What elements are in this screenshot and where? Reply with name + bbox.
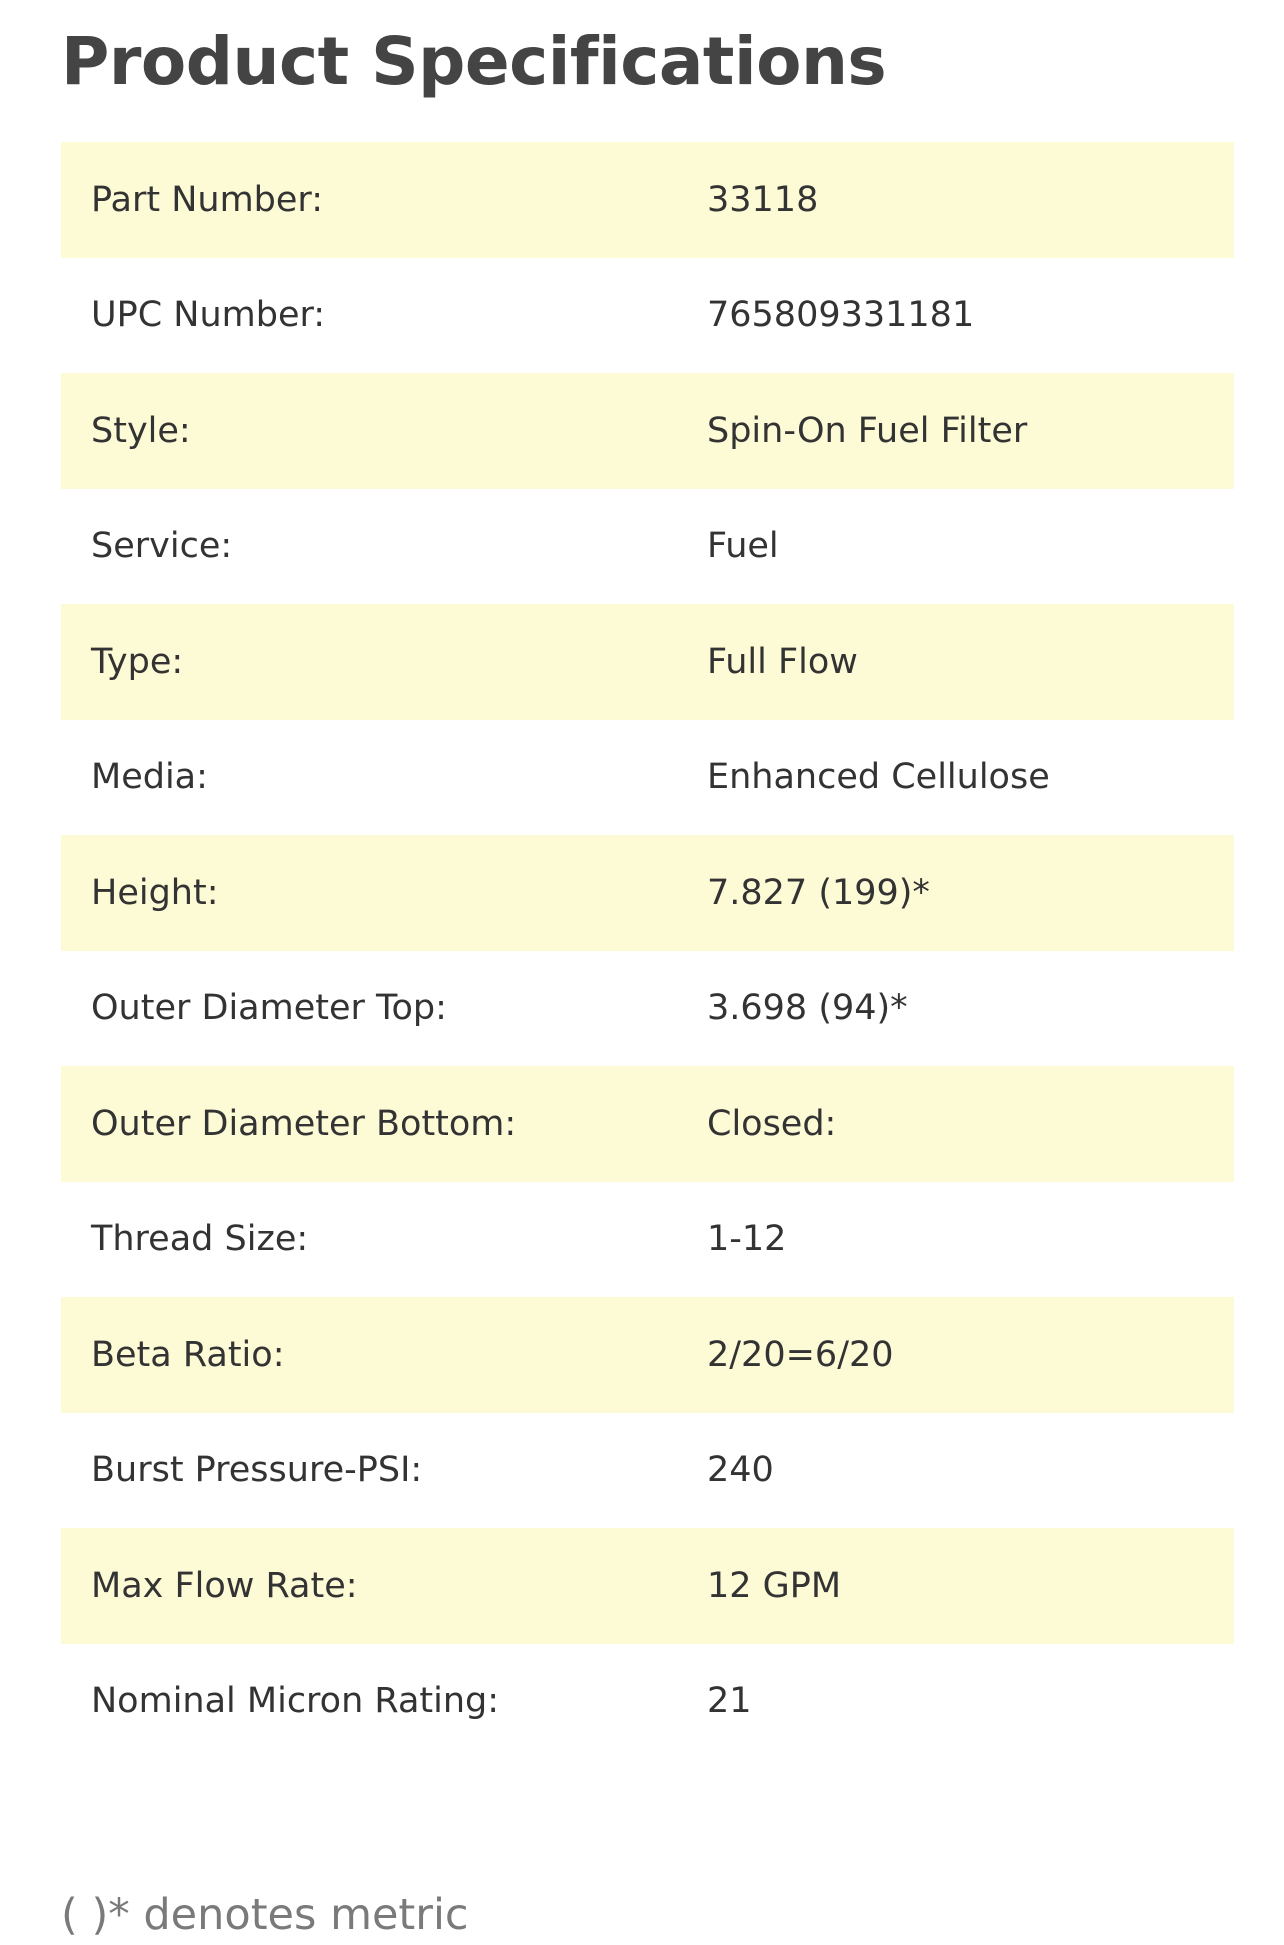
spec-label: Outer Diameter Top: [91,988,447,1029]
spec-value: 2/20=6/20 [707,1334,894,1375]
spec-row-outer-diameter-bottom [61,1066,1234,1182]
spec-value: 21 [707,1681,752,1722]
spec-value: 33118 [707,179,819,220]
spec-label: Service: [91,526,233,567]
metric-footnote: ( )* denotes metric [61,1890,469,1940]
spec-value: 765809331181 [707,295,975,336]
spec-value: Full Flow [707,641,858,682]
spec-row-thread-size [61,1182,1234,1298]
spec-value: 1-12 [707,1219,787,1260]
spec-label: UPC Number: [91,295,326,336]
spec-value: 7.827 (199)* [707,872,930,913]
spec-row-nominal-micron-rating [61,1644,1234,1760]
spec-row-height [61,835,1234,951]
spec-value: Enhanced Cellulose [707,757,1050,798]
spec-label: Max Flow Rate: [91,1565,358,1606]
spec-label: Media: [91,757,208,798]
spec-value: 3.698 (94)* [707,988,908,1029]
spec-value: 240 [707,1450,774,1491]
spec-row-beta-ratio [61,1297,1234,1413]
spec-value: 12 GPM [707,1565,842,1606]
spec-label: Beta Ratio: [91,1334,285,1375]
spec-label: Burst Pressure-PSI: [91,1450,423,1491]
page-title: Product Specifications [61,23,887,100]
spec-row-media [61,720,1234,836]
spec-row-outer-diameter-top [61,951,1234,1067]
spec-label: Type: [91,641,184,682]
spec-label: Height: [91,872,219,913]
spec-value: Fuel [707,526,779,567]
spec-label: Part Number: [91,179,323,220]
spec-label: Thread Size: [91,1219,309,1260]
spec-row-service [61,489,1234,605]
spec-row-upc-number [61,258,1234,374]
spec-value: Spin-On Fuel Filter [707,410,1028,451]
spec-row-burst-pressure [61,1413,1234,1529]
spec-row-max-flow-rate [61,1528,1234,1644]
spec-value: Closed: [707,1103,837,1144]
spec-label: Outer Diameter Bottom: [91,1103,517,1144]
specifications-table [61,142,1234,1759]
spec-label: Style: [91,410,191,451]
spec-row-style [61,373,1234,489]
spec-label: Nominal Micron Rating: [91,1681,500,1722]
spec-row-part-number [61,142,1234,258]
spec-row-type [61,604,1234,720]
